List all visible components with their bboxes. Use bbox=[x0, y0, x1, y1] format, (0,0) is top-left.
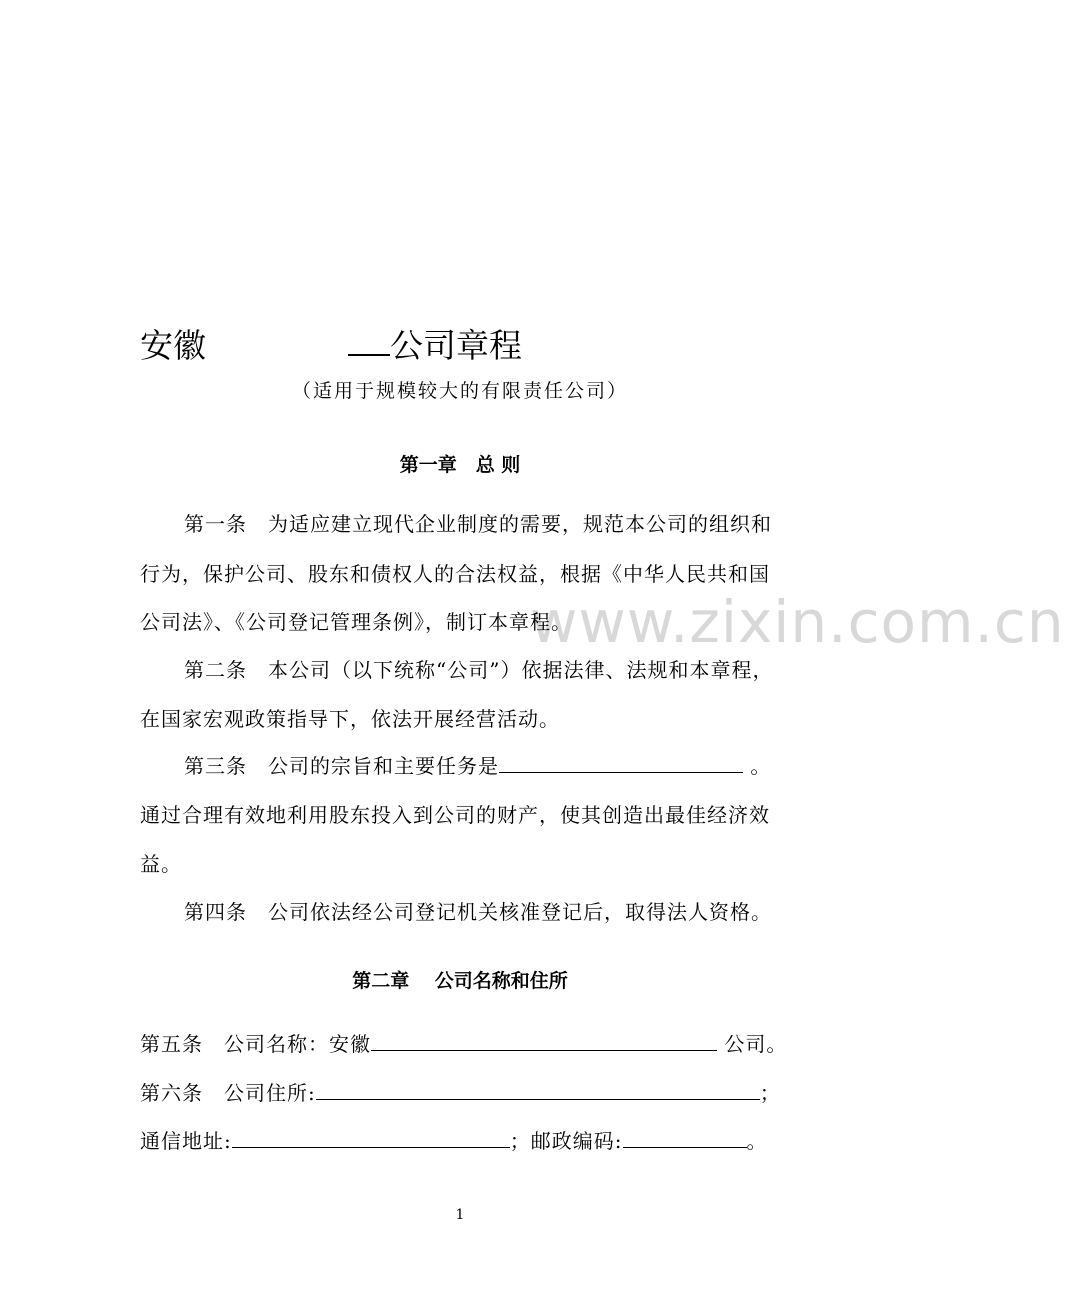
article-3-suffix: 。 bbox=[750, 754, 772, 778]
mailing-address-label: 通信地址: bbox=[140, 1129, 232, 1153]
article-3-prefix: 第三条 公司的宗旨和主要任务是 bbox=[184, 754, 499, 778]
article-3-line-3: 益。 bbox=[140, 852, 182, 876]
title-company-suffix: 公司章程 bbox=[390, 326, 522, 365]
company-name-blank[interactable] bbox=[371, 1030, 717, 1051]
article-4-line-1: 第四条 公司依法经公司登记机关核准登记后，取得法人资格。 bbox=[184, 900, 772, 924]
title-province: 安徽 bbox=[140, 326, 206, 365]
article-3-line-2: 通过合理有效地利用股东投入到公司的财产，使其创造出最佳经济效 bbox=[140, 803, 770, 827]
article-5-line bbox=[140, 1028, 787, 1057]
purpose-blank[interactable] bbox=[499, 752, 743, 773]
article-2-line-2: 在国家宏观政策指导下，依法开展经营活动。 bbox=[140, 707, 560, 731]
company-address-blank[interactable] bbox=[316, 1079, 760, 1100]
article-1-line-2: 行为，保护公司、股东和债权人的合法权益，根据《中华人民共和国 bbox=[140, 562, 770, 586]
contact-line bbox=[140, 1125, 768, 1154]
mailing-address-blank[interactable] bbox=[232, 1127, 510, 1148]
article-5-prefix: 第五条 公司名称：安徽 bbox=[140, 1032, 371, 1056]
postal-code-blank[interactable] bbox=[623, 1127, 747, 1148]
document-title bbox=[140, 316, 780, 366]
article-6-suffix: ； bbox=[759, 1081, 781, 1105]
chapter-1-heading: 第一章 总 则 bbox=[399, 454, 521, 476]
article-6-line bbox=[140, 1077, 781, 1106]
article-5-suffix: 公司。 bbox=[724, 1032, 788, 1056]
page-number: 1 bbox=[455, 1207, 465, 1223]
document-subtitle: （适用于规模较大的有限责任公司） bbox=[291, 380, 628, 402]
article-1-line-3: 公司法》、《公司登记管理条例》，制订本章程。 bbox=[140, 610, 572, 634]
article-2-line-1: 第二条 本公司（以下统称“公司”）依据法律、法规和本章程， bbox=[184, 658, 774, 682]
article-1-line-1: 第一条 为适应建立现代企业制度的需要，规范本公司的组织和 bbox=[184, 512, 772, 536]
title-name-blank bbox=[348, 354, 390, 356]
watermark: www.zixin.com.cn bbox=[530, 588, 1065, 656]
postal-code-label: ；邮政编码: bbox=[509, 1129, 623, 1153]
contact-end: 。 bbox=[746, 1129, 768, 1153]
article-6-prefix: 第六条 公司住所: bbox=[140, 1081, 316, 1105]
chapter-2-heading: 第二章 公司名称和住所 bbox=[352, 970, 568, 992]
article-3-line-1 bbox=[184, 750, 771, 779]
